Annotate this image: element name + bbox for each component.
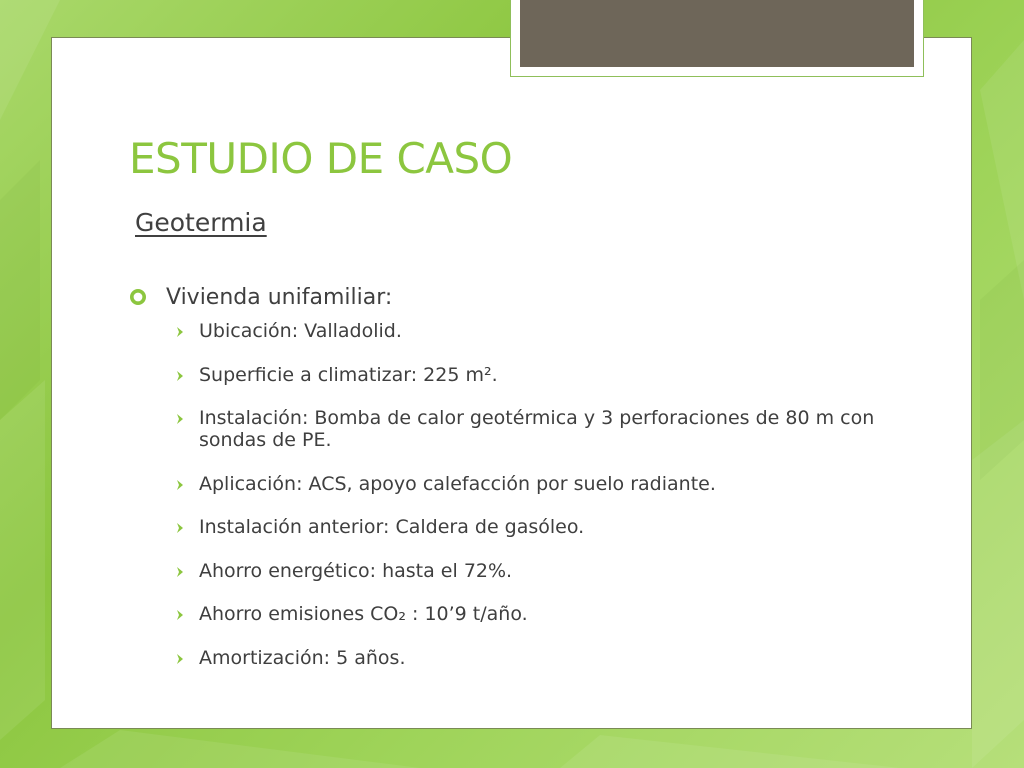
arrowhead-bullet-icon	[130, 603, 199, 621]
arrowhead-bullet-icon	[130, 320, 199, 338]
list-item	[130, 647, 930, 669]
list-item	[130, 560, 930, 582]
list-item	[130, 516, 930, 538]
slide-subtitle: Geotermia	[135, 208, 267, 237]
list-item-text: Superficie a climatizar: 225 m².	[199, 363, 498, 386]
list-item	[130, 473, 930, 495]
list-item	[130, 407, 930, 451]
list-item-text: Aplicación: ACS, apoyo calefacción por suelo radiante.	[199, 472, 716, 495]
header-decoration-block	[520, 0, 914, 67]
arrowhead-bullet-icon	[130, 364, 199, 382]
list-item-text: Ahorro emisiones CO₂ : 10’9 t/año.	[199, 603, 528, 625]
arrowhead-bullet-icon	[130, 560, 199, 578]
main-bullet-item	[130, 280, 930, 314]
list-item-text: Amortización: 5 años.	[199, 646, 406, 669]
circle-bullet-icon	[130, 289, 166, 305]
arrowhead-bullet-icon	[130, 407, 199, 425]
list-item-text: Instalación: Bomba de calor geotérmica y 3 perforaciones de 80 m con sondas de PE.	[199, 407, 875, 451]
bullet-content	[130, 280, 930, 690]
list-item-text: Instalación anterior: Caldera de gasóleo.	[199, 516, 585, 538]
arrowhead-bullet-icon	[130, 647, 199, 665]
main-bullet-label: Vivienda unifamiliar:	[166, 284, 393, 310]
list-item-text: Ubicación: Valladolid.	[199, 320, 402, 342]
slide-title: ESTUDIO DE CASO	[129, 134, 513, 183]
list-item	[130, 603, 930, 625]
list-item	[130, 320, 930, 342]
list-item-text: Ahorro energético: hasta el 72%.	[199, 559, 513, 582]
arrowhead-bullet-icon	[130, 516, 199, 534]
sub-bullet-list	[130, 320, 930, 669]
arrowhead-bullet-icon	[130, 473, 199, 491]
list-item	[130, 364, 930, 386]
